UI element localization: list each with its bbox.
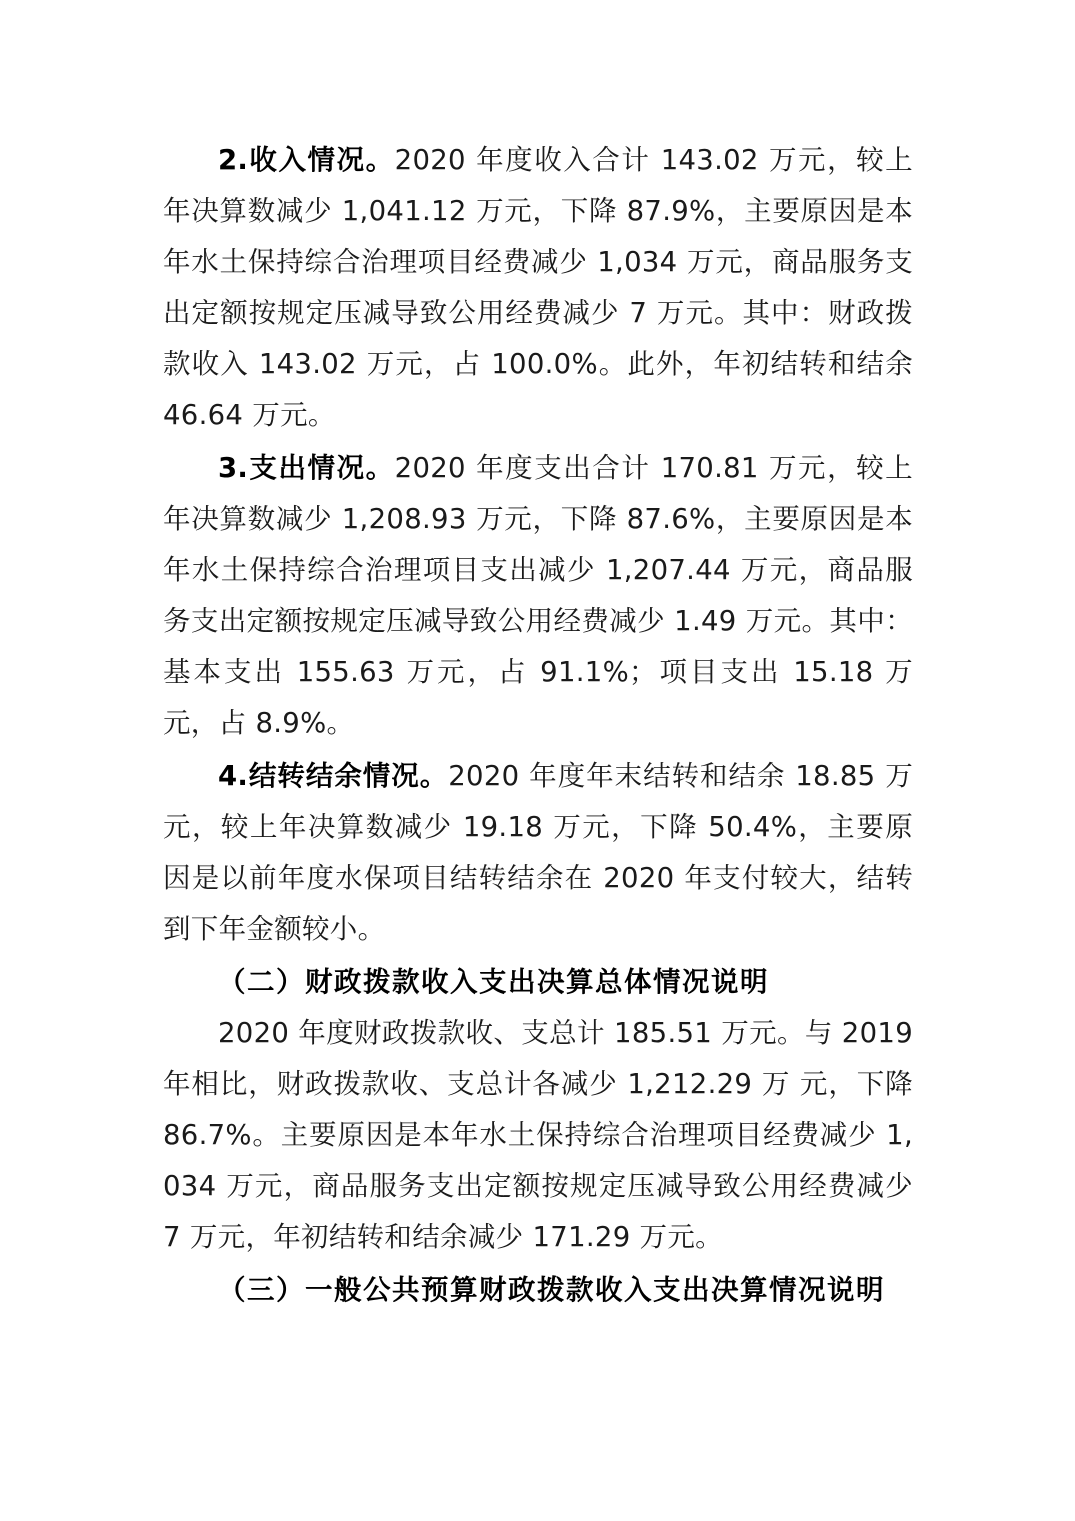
expenditure-text: 2020 年度支出合计 170.81 万元，较上年决算数减少 1,208.93 万元，下降 87.6%，主要原因是本年水土保持综合治理项目支出减少 1,207.44 万元，商品服务支出定额按规定压减导致公用经费减少 1.49 万元。其中：基本支出 155.63 万元，占 91.1%；项目支出 15.18 万元，占 8.9%。 <box>163 452 913 739</box>
expenditure-heading: 3.支出情况。 <box>218 452 395 484</box>
section-heading-3: （三）一般公共预算财政拨款收入支出决算情况说明 <box>218 1274 885 1306</box>
fiscal-appropriation-paragraph: 2020 年度财政拨款收、支总计 185.51 万元。与 2019 年相比，财政拨款收、支总计各减少 1,212.29 万 元，下降 86.7%。主要原因是本年水土保持综合治理项目经费减少 1,034 万元，商品服务支出定额按规定压减导致公用经费减少 7 万元，年初结转和结余减少 171.29 万元。 <box>163 1017 913 1253</box>
expenditure-paragraph <box>163 443 913 749</box>
carryover-paragraph <box>163 751 913 955</box>
section-heading-2: （二）财政拨款收入支出决算总体情况说明 <box>218 966 769 998</box>
carryover-heading: 4.结转结余情况。 <box>218 760 449 792</box>
income-paragraph <box>163 135 913 441</box>
income-heading: 2.收入情况。 <box>218 144 395 176</box>
carryover-text: 2020 年度年末结转和结余 18.85 万元，较上年决算数减少 19.18 万元，下降 50.4%，主要原因是以前年度水保项目结转结余在 2020 年支付较大，结转到下年金额较小。 <box>163 760 913 945</box>
income-text: 2020 年度收入合计 143.02 万元，较上年决算数减少 1,041.12 万元，下降 87.9%，主要原因是本年水土保持综合治理项目经费减少 1,034 万元，商品服务支出定额按规定压减导致公用经费减少 7 万元。其中：财政拨款收入 143.02 万元，占 100.0%。此外，年初结转和结余 46.64 万元。 <box>163 144 913 431</box>
document-body <box>163 135 913 1316</box>
